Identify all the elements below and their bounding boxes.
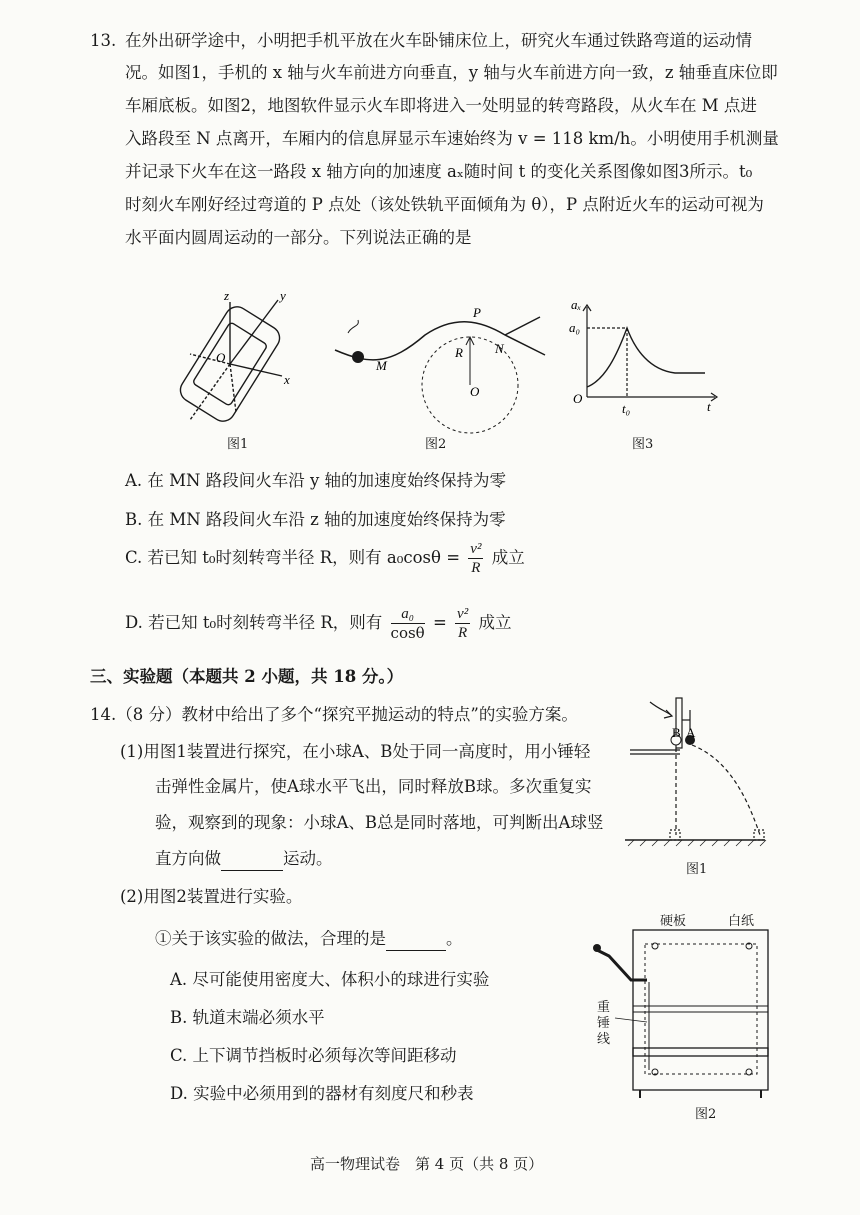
fig2-label-p: P xyxy=(473,305,481,320)
q13-figure-1-phone xyxy=(170,280,310,430)
q14-part1-line-4 xyxy=(155,848,333,871)
q13-option-c-text: C. 若已知 t₀时刻转弯半径 R，则有 a₀cosθ = xyxy=(125,548,461,567)
q14-option-b: B. 轨道末端必须水平 xyxy=(170,1008,325,1027)
q13-option-b: B. 在 MN 路段间火车沿 z 轴的加速度始终保持为零 xyxy=(125,510,506,529)
q13-figure-3-graph xyxy=(565,295,725,420)
section-3-title: 三、实验题（本题共 2 小题，共 18 分。） xyxy=(90,667,404,686)
q13-line-3: 车厢底板。如图2，地图软件显示火车即将进入一处明显的转弯路段，从火车在 M 点进 xyxy=(125,96,757,115)
q14-part1-line-3: 验，观察到的现象：小球A、B总是同时落地，可判断出A球竖 xyxy=(155,813,604,832)
white-paper xyxy=(645,944,757,1074)
q13-option-d-numerator-2: v² xyxy=(457,606,469,622)
q13-line-4: 入路段至 N 点离开，车厢内的信息屏显示车速始终为 v = 118 km/h。小明使用手机测量 xyxy=(125,129,779,148)
q13-option-d-fraction-1 xyxy=(391,605,425,642)
q14-option-a: A. 尽可能使用密度大、体积小的球进行实验 xyxy=(170,970,490,989)
q14-fig2-label-plumb: 重锤线 xyxy=(597,1000,611,1047)
q13-line-6: 时刻火车刚好经过弯道的 P 点处（该处铁轨平面倾角为 θ），P 点附近火车的运动可视为 xyxy=(125,195,764,214)
q13-option-d-denominator-2: R xyxy=(458,625,468,641)
q13-line-2: 况。如图1，手机的 x 轴与火车前进方向垂直，y 轴与火车前进方向一致，z 轴垂直床位即 xyxy=(125,63,778,82)
q14-part1-last-post: 运动。 xyxy=(283,849,333,868)
q13-option-c-denominator: R xyxy=(471,560,481,576)
q13-figure-2-track xyxy=(330,295,550,435)
track xyxy=(597,950,647,980)
point-m-dot xyxy=(352,351,364,363)
q13-option-d-fraction-2 xyxy=(455,605,470,642)
page-footer: 高一物理试卷 第 4 页（共 8 页） xyxy=(310,1155,544,1173)
q13-option-c-fraction xyxy=(468,540,483,577)
ax-curve xyxy=(587,328,705,387)
q13-fig3-caption: 图3 xyxy=(632,437,654,452)
q14-fig2-label-board: 硬板 xyxy=(660,914,687,929)
q14-fig2-label-paper: 白纸 xyxy=(728,914,755,929)
q13-option-c-suffix: 成立 xyxy=(491,548,525,567)
ball-a-path xyxy=(692,745,760,835)
q14-sub1-stem xyxy=(155,928,463,951)
fig2-label-n: N xyxy=(495,341,504,356)
q13-line-5: 并记录下火车在这一路段 x 轴方向的加速度 aₓ随时间 t 的变化关系图像如图3所示。t₀ xyxy=(125,162,753,181)
fig3-label-ax: aₓ xyxy=(571,297,582,312)
q14-sub1-pre: ①关于该实验的做法，合理的是 xyxy=(155,929,386,948)
q14-fig1-label-b: B xyxy=(672,725,681,740)
q14-fig2-caption: 图2 xyxy=(695,1107,717,1122)
q13-option-c xyxy=(125,540,525,577)
q13-option-d xyxy=(125,605,511,642)
q13-fig2-caption: 图2 xyxy=(425,437,447,452)
q14-figure-1-apparatus xyxy=(620,690,770,860)
q14-fig1-label-a: A xyxy=(686,725,696,740)
fig1-label-x: x xyxy=(284,372,290,387)
q14-option-c: C. 上下调节挡板时必须每次等间距移动 xyxy=(170,1046,457,1065)
q13-number: 13. xyxy=(90,31,117,50)
q14-answer-blank-1[interactable] xyxy=(221,848,283,871)
fig3-label-t0: t₀ xyxy=(622,401,631,416)
q14-part1-line-2: 击弹性金属片，使A球水平飞出，同时释放B球。多次重复实 xyxy=(155,777,592,796)
q13-fig1-caption: 图1 xyxy=(227,437,249,452)
fig2-label-r: R xyxy=(455,345,463,360)
q13-option-d-suffix: 成立 xyxy=(478,613,512,632)
q13-option-a: A. 在 MN 路段间火车沿 y 轴的加速度始终保持为零 xyxy=(125,471,507,490)
fig1-label-o: O xyxy=(216,350,226,365)
q14-figure-2-apparatus xyxy=(585,922,775,1102)
q13-line-1: 在外出研学途中，小明把手机平放在火车卧铺床位上，研究火车通过铁路弯道的运动情 xyxy=(125,31,752,50)
q14-sub1-post: 。 xyxy=(446,929,463,948)
q13-option-c-numerator: v² xyxy=(470,541,482,557)
fig3-label-o: O xyxy=(573,391,583,406)
fig1-label-z: z xyxy=(224,288,230,303)
baffle-2 xyxy=(633,1048,768,1056)
q14-fig1-caption: 图1 xyxy=(686,862,708,877)
q14-intro: 14.（8 分）教材中给出了多个“探究平抛运动的特点”的实验方案。 xyxy=(90,705,578,724)
q13-option-d-equals: = xyxy=(432,613,447,632)
q14-answer-blank-2[interactable] xyxy=(386,928,446,951)
fig2-label-m: M xyxy=(376,358,387,373)
q14-option-d: D. 实验中必须用到的器材有刻度尺和秒表 xyxy=(170,1084,474,1103)
hard-board xyxy=(633,930,768,1090)
q14-part1-last-pre: 直方向做 xyxy=(155,849,221,868)
x-axis xyxy=(230,364,282,376)
q14-part2-intro: (2)用图2装置进行实验。 xyxy=(120,887,303,906)
q13-option-d-denominator-1: cosθ xyxy=(390,624,425,642)
q13-option-d-numerator-1: a₀ xyxy=(391,605,425,624)
hammer-arrow xyxy=(650,702,672,716)
fig3-label-t: t xyxy=(707,399,711,414)
q14-part1-line-1: (1)用图1装置进行探究，在小球A、B处于同一高度时，用小锤轻 xyxy=(120,742,591,761)
q13-option-d-text: D. 若已知 t₀时刻转弯半径 R，则有 xyxy=(125,613,383,632)
q13-line-7: 水平面内圆周运动的一部分。下列说法正确的是 xyxy=(125,228,472,247)
fig3-label-a0: a₀ xyxy=(569,320,581,335)
fig2-label-o: O xyxy=(470,384,480,399)
track-branch xyxy=(505,317,540,335)
track-line xyxy=(335,322,545,360)
fig1-label-y: y xyxy=(280,288,286,303)
